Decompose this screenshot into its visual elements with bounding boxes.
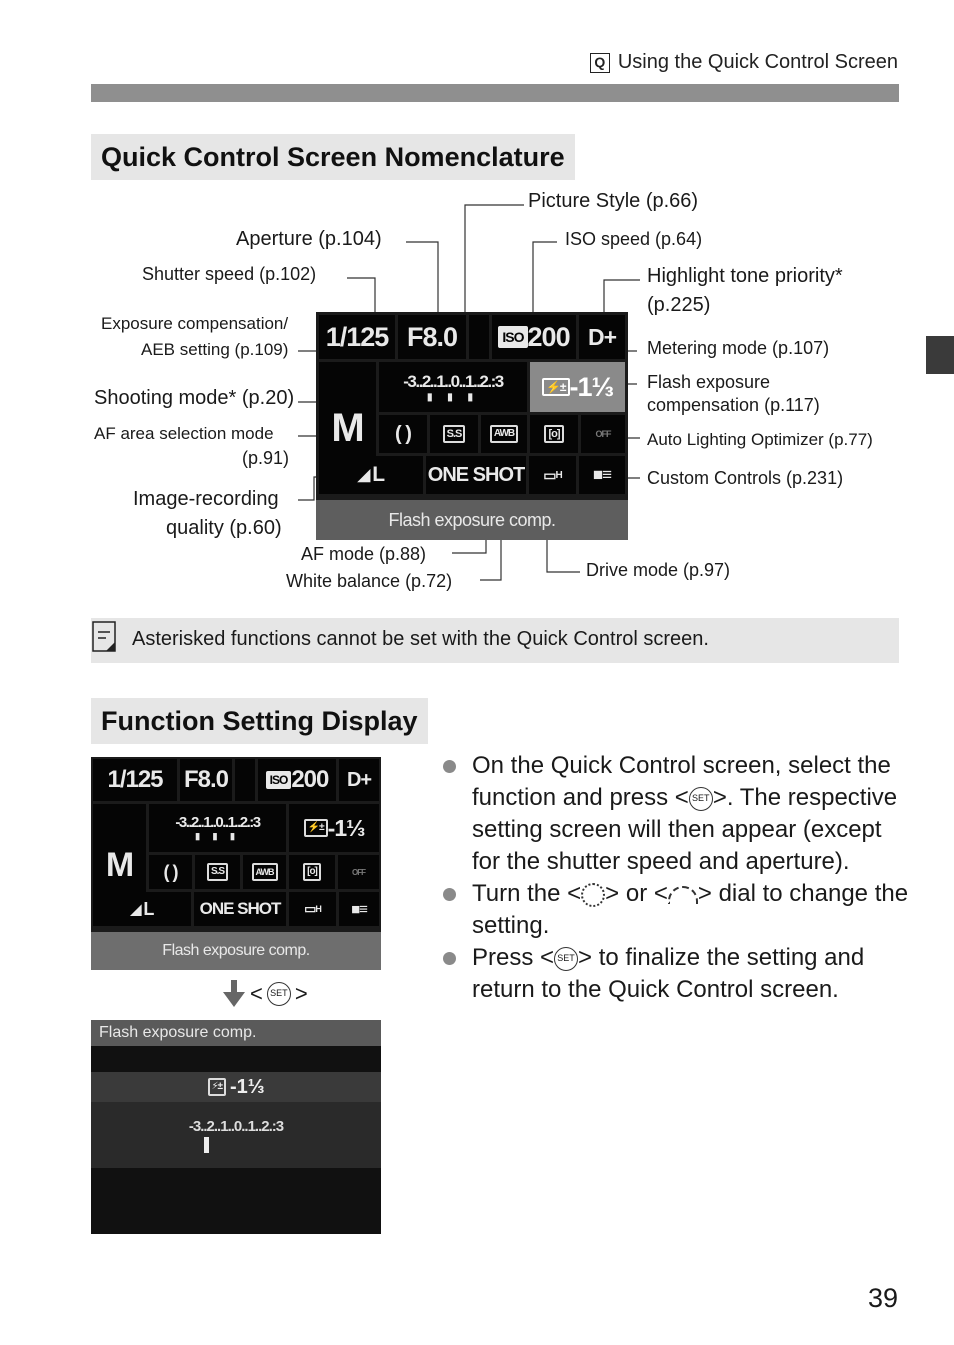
label-exposure-comp-1: Exposure compensation/ — [101, 314, 289, 333]
header-bar — [91, 84, 899, 102]
small-picture-style-icon: S.S — [207, 863, 228, 881]
instruction-item — [440, 750, 910, 878]
quick-control-screen — [316, 312, 628, 540]
small-drive-cell — [289, 892, 336, 926]
note-icon — [92, 620, 118, 654]
white-balance-icon: AWB — [490, 425, 518, 443]
label-custom-controls: Custom Controls (p.231) — [647, 468, 844, 488]
af-area-cell: ( ) — [379, 415, 427, 453]
label-flash-comp-1: Flash exposure — [647, 372, 771, 392]
instruction-item — [440, 878, 910, 942]
quick-control-dial-icon — [581, 883, 605, 907]
instruction-text: Press < — [472, 944, 555, 971]
small-metering-icon: [o] — [303, 863, 321, 881]
setting-screen-scale: -3..2..1..0..1..2.:3 — [188, 1117, 284, 1135]
chapter-tab — [926, 336, 954, 374]
section-title-function-setting: Function Setting Display — [91, 698, 428, 744]
small-exposure-ticks: ▮ ▮ ▮ — [195, 831, 240, 841]
small-spacer-cell — [235, 759, 255, 801]
small-drive-value: H — [315, 904, 321, 914]
section-title-nomenclature: Quick Control Screen Nomenclature — [91, 134, 575, 180]
running-head — [590, 51, 898, 74]
label-shooting-mode: Shooting mode* (p.20) — [94, 387, 295, 409]
label-metering: Metering mode (p.107) — [647, 338, 830, 358]
small-white-balance-cell — [243, 855, 286, 889]
quality-value: L — [372, 463, 385, 486]
down-arrow-icon — [222, 980, 246, 1008]
label-iso: ISO speed (p.64) — [565, 229, 703, 249]
small-exposure-cell — [149, 804, 286, 852]
iso-icon: ISO — [498, 326, 527, 348]
exposure-level-cell — [379, 362, 527, 412]
set-button-icon: SET — [554, 947, 578, 971]
small-flash-comp-icon: ⚡± — [304, 819, 328, 837]
small-flash-comp-cell — [289, 804, 379, 852]
flash-comp-setting-screen — [91, 1020, 381, 1234]
setting-screen-scale-row — [91, 1102, 381, 1168]
small-quality-icon: ◢ — [130, 900, 141, 917]
setting-screen-indicator — [204, 1137, 209, 1153]
label-af-area-2: (p.91) — [242, 448, 290, 468]
quality-icon: ◢ — [357, 467, 370, 484]
arrow-set-row — [222, 980, 308, 1008]
picture-style-cell — [430, 415, 478, 453]
exposure-scale-ticks: ▮ ▮ ▮ — [426, 391, 480, 403]
note-text: Asterisked functions cannot be set with the Quick Control screen. — [132, 628, 709, 650]
instruction-text: On the Quick Control screen, select the function and press < — [472, 752, 891, 811]
page-number: 39 — [867, 1283, 898, 1313]
instruction-text: > to finalize the setting and return to the Quick Control screen. — [472, 944, 865, 1003]
flash-comp-cell — [530, 362, 625, 412]
label-flash-comp-2: compensation (p.117) — [647, 395, 820, 415]
quick-control-icon: Q — [590, 53, 610, 73]
quick-control-screen-small — [91, 757, 381, 970]
small-picture-style-cell — [195, 855, 240, 889]
instruction-text: > or < — [605, 880, 668, 907]
arrow-label-pre: < — [250, 981, 263, 1006]
small-mode-cell: M — [93, 804, 146, 926]
instruction-item — [440, 942, 910, 1006]
aperture-cell: F8.0 — [398, 315, 466, 359]
note-panel — [91, 618, 899, 663]
small-custom-cell — [339, 892, 379, 926]
flash-comp-icon: ⚡± — [542, 378, 570, 396]
alo-cell — [581, 415, 625, 453]
drive-icon: ▭ — [543, 466, 556, 483]
drive-value: H — [555, 469, 562, 481]
small-htp-cell: D+ — [339, 759, 379, 801]
instruction-text: Turn the < — [472, 880, 582, 907]
instruction-list — [440, 750, 910, 1006]
camera-icon: ■ — [592, 465, 603, 484]
small-custom-value: ≡ — [359, 900, 367, 918]
arrow-label-post: > — [294, 981, 308, 1006]
small-alo-icon: OFF — [352, 867, 365, 877]
small-af-mode-cell: ONE SHOT — [194, 892, 286, 926]
iso-cell — [492, 315, 576, 359]
label-quality-2: quality (p.60) — [166, 517, 282, 539]
shutter-speed-cell: 1/125 — [319, 315, 395, 359]
small-af-area-cell: ( ) — [149, 855, 192, 889]
shooting-mode-cell: M — [319, 362, 376, 494]
screen-status-bar: Flash exposure comp. — [316, 500, 628, 540]
small-flash-comp-value: -1⅓ — [327, 814, 365, 841]
picture-style-icon: S.S — [443, 425, 466, 443]
drive-cell — [529, 456, 576, 494]
small-quality-value: L — [143, 898, 154, 919]
custom-controls-cell — [579, 456, 625, 494]
label-quality-1: Image-recording — [133, 488, 279, 510]
setting-screen-value: -1⅓ — [230, 1075, 265, 1098]
set-button-icon: SET — [689, 787, 713, 811]
label-shutter: Shutter speed (p.102) — [142, 264, 317, 284]
small-status-bar: Flash exposure comp. — [91, 932, 381, 970]
small-white-balance-icon: AWB — [252, 863, 278, 881]
small-iso-cell — [258, 759, 336, 801]
custom-controls-value: ≡ — [602, 465, 612, 484]
alo-icon: OFF — [595, 429, 611, 439]
flash-comp-value: -1⅓ — [569, 371, 614, 402]
metering-icon: [o] — [544, 425, 563, 443]
label-htp-1: Highlight tone priority* — [647, 265, 843, 287]
small-alo-cell — [338, 855, 379, 889]
label-htp-2: (p.225) — [647, 294, 711, 316]
small-iso-icon: ISO — [266, 771, 292, 789]
white-balance-cell — [481, 415, 527, 453]
label-picture-style: Picture Style (p.66) — [528, 190, 699, 212]
small-metering-cell — [289, 855, 335, 889]
small-shutter-cell: 1/125 — [93, 759, 177, 801]
main-dial-icon — [668, 886, 698, 904]
metering-cell — [530, 415, 578, 453]
label-aperture: Aperture (p.104) — [236, 228, 382, 250]
small-drive-icon: ▭ — [304, 901, 316, 916]
label-af-area-1: AF area selection mode — [94, 424, 274, 443]
small-quality-cell — [93, 892, 191, 926]
instruction-text: >. The respective setting screen will then appear (except for the shutter speed and aperture). — [472, 784, 898, 875]
running-title: Using the Quick Control Screen — [617, 51, 898, 73]
label-white-balance: White balance (p.72) — [286, 571, 453, 591]
set-button-icon: SET — [267, 982, 291, 1006]
small-aperture-cell: F8.0 — [180, 759, 232, 801]
small-exposure-scale: -3..2..1..0..1..2.:3 — [175, 814, 260, 831]
label-alo: Auto Lighting Optimizer (p.77) — [647, 430, 873, 449]
exposure-scale: -3..2..1..0..1..2.:3 — [403, 371, 503, 391]
setting-screen-value-row — [91, 1072, 381, 1102]
label-exposure-comp-2: AEB setting (p.109) — [141, 340, 289, 359]
label-af-mode: AF mode (p.88) — [301, 544, 427, 564]
setting-screen-title: Flash exposure comp. — [91, 1020, 381, 1046]
setting-flash-comp-icon: ⚡± — [208, 1078, 227, 1096]
label-drive: Drive mode (p.97) — [586, 560, 731, 580]
spacer-cell — [469, 315, 489, 359]
small-camera-icon: ■ — [351, 900, 360, 918]
small-iso-value: 200 — [291, 766, 329, 793]
instruction-text: > dial to change the setting. — [472, 880, 909, 939]
af-mode-cell: ONE SHOT — [426, 456, 526, 494]
htp-cell: D+ — [579, 315, 625, 359]
iso-value: 200 — [527, 321, 570, 352]
quality-cell — [319, 456, 423, 494]
